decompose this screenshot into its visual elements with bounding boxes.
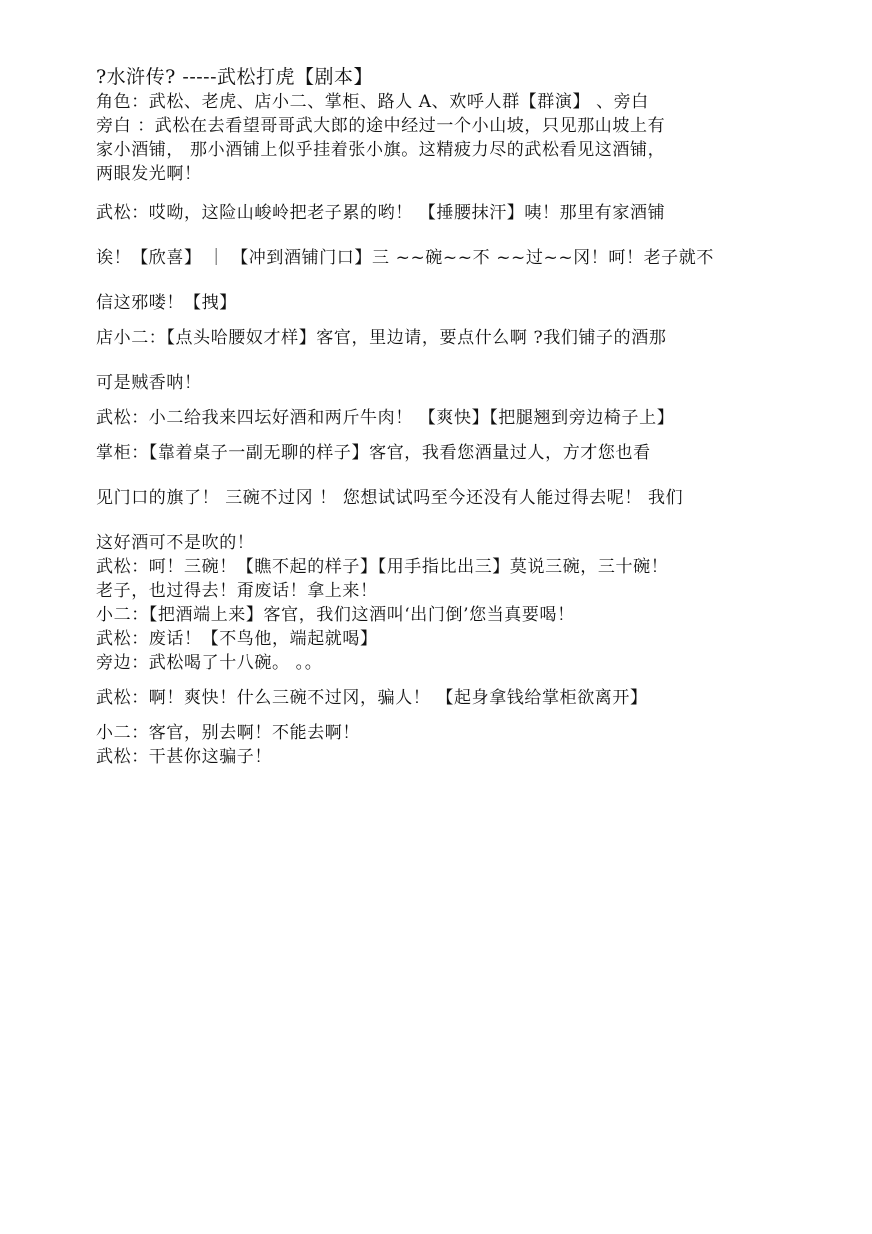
text-line: 可是贼香呐！ bbox=[96, 373, 202, 393]
roles-and-narration bbox=[96, 90, 786, 186]
dialogue-wusong-orders bbox=[96, 406, 786, 430]
text-line: 小二：客官，别去啊！不能去啊！ bbox=[96, 723, 360, 743]
text-line: 老子，也过得去！甭废话！拿上来！ bbox=[96, 581, 378, 601]
text-line: 旁白 ：武松在去看望哥哥武大郎的途中经过一个小山坡，只见那山坡上有 bbox=[96, 116, 666, 136]
text-line: 武松：哎呦，这险山峻岭把老子累的哟！ 【捶腰抹汗】咦！那里有家酒铺 bbox=[96, 203, 666, 223]
text-line: 武松：啊！爽快！什么三碗不过冈，骗人！ 【起身拿钱给掌柜欲离开】 bbox=[96, 688, 648, 708]
text-line: 武松：干甚你这骗子！ bbox=[96, 747, 272, 767]
text-line: 家小酒铺， 那小酒铺上似乎挂着张小旗。这精疲力尽的武松看见这酒铺， bbox=[96, 140, 666, 160]
dialogue-waiter-greets bbox=[96, 326, 786, 395]
dialogue-wusong-arrives bbox=[96, 201, 786, 315]
text-line: 角色：武松、老虎、店小二、掌柜、路人 A、欢呼人群【群演】 、旁白 bbox=[96, 92, 649, 112]
dialogue-drinking bbox=[96, 555, 786, 675]
text-line: 掌柜：【靠着桌子一副无聊的样子】客官，我看您酒量过人，方才您也看 bbox=[96, 443, 651, 463]
text-line: 武松：废话！【不鸟他，端起就喝】 bbox=[96, 629, 378, 649]
text-line: 小二：【把酒端上来】客官，我们这酒叫‘出门倒’您当真要喝！ bbox=[96, 605, 575, 625]
document-title: ?水浒传? -----武松打虎【剧本】 bbox=[96, 66, 374, 88]
text-line: 这好酒可不是吹的！ bbox=[96, 533, 255, 553]
text-line: 武松：小二给我来四坛好酒和两斤牛肉！ 【爽快】【把腿翘到旁边椅子上】 bbox=[96, 408, 675, 428]
script-content bbox=[96, 64, 786, 769]
text-line: 见门口的旗了！ 三碗不过冈 ！ 您想试试吗至今还没有人能过得去呢！ 我们 bbox=[96, 488, 684, 508]
text-line: 诶！【欣喜】 ｜ 【冲到酒铺门口】三 ~~碗~~不 ~~过~~冈！呵！老子就不 bbox=[96, 248, 714, 268]
text-line: 武松：呵！三碗！【瞧不起的样子】【用手指比出三】莫说三碗，三十碗！ bbox=[96, 557, 669, 577]
text-line: 店小二：【点头哈腰奴才样】客官，里边请，要点什么啊 ?我们铺子的酒那 bbox=[96, 328, 667, 348]
dialogue-waiter-warns bbox=[96, 721, 786, 769]
text-line: 信这邪喽！【拽】 bbox=[96, 293, 237, 313]
text-line: 两眼发光啊！ bbox=[96, 164, 202, 184]
dialogue-shopkeeper bbox=[96, 441, 786, 555]
text-line: 旁边：武松喝了十八碗。 。。 bbox=[96, 653, 323, 673]
dialogue-wusong-leaves bbox=[96, 686, 786, 710]
